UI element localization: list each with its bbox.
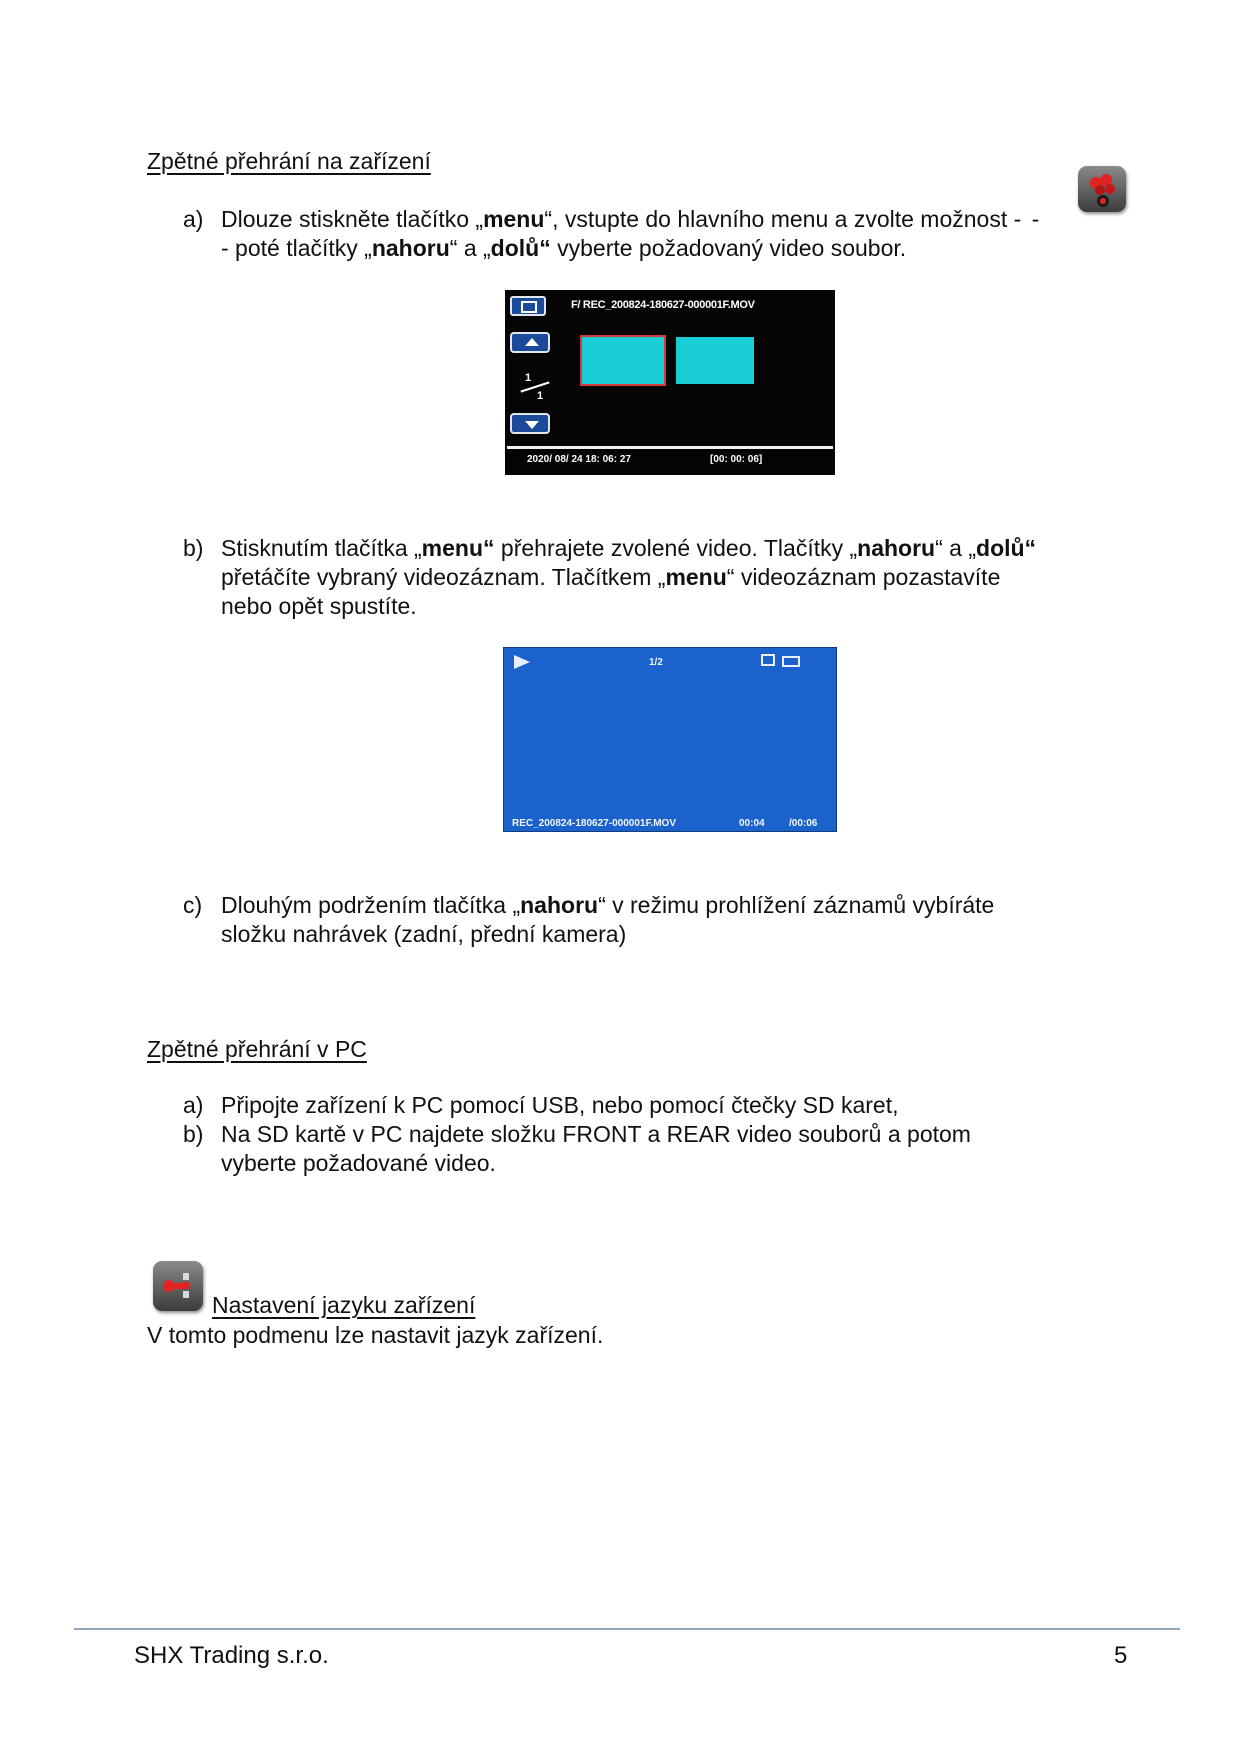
keyword-menu: menu [665, 564, 727, 590]
list-item-b-pc: b) Na SD kartě v PC najdete složku FRONT a REAR video souborů a potom vyberte požadované video. [183, 1121, 971, 1176]
video-thumbnail [676, 337, 754, 384]
playback-time: 00:04 [739, 818, 765, 829]
file-path-title: F/ REC_200824-180627-000001F.MOV [571, 299, 755, 311]
list-item-c-playback: c) Dlouhým podržením tlačítka „nahoru“ v režimu prohlížení záznamů vybíráte složku nahrávek (zadní, přední kamera) [183, 892, 995, 947]
section-heading-playback-pc: Zpětné přehrání v PC [147, 1036, 367, 1062]
page-current: 1 [525, 372, 532, 384]
scroll-down-button [510, 413, 550, 434]
play-icon [514, 655, 530, 669]
recording-duration: [00: 00: 06] [710, 454, 763, 465]
item-label: b) [183, 535, 204, 561]
page-total: 1 [537, 390, 544, 402]
keyword-menu: menu“ [421, 535, 495, 561]
recording-datetime: 2020/ 08/ 24 18: 06: 27 [527, 454, 631, 465]
item-label: a) [183, 206, 204, 232]
item-label: b) [183, 1121, 204, 1147]
list-item-b-playback: b) Stisknutím tlačítka „menu“ přehrajete zvolené video. Tlačítky „nahoru“ a „dolů“ přetáčíte vybraný videozáznam. Tlačítkem „menu“ videozáznam pozastavíte nebo opět spustíte. [183, 535, 1037, 619]
divider [507, 446, 833, 449]
scroll-up-button [510, 332, 550, 353]
list-item-a-playback: a) Dlouze stiskněte tlačítko „menu“, vstupte do hlavního menu a zvolte možnost - - - poté tlačítky „nahoru“ a „dolů“ vyberte požadovaný video soubor. [183, 206, 1042, 261]
keyword-menu: menu [483, 206, 545, 232]
footer-company: SHX Trading s.r.o. [134, 1642, 329, 1669]
section-heading-playback-device: Zpětné přehrání na zařízení [147, 148, 431, 174]
section-heading-language: Nastavení jazyku zařízení [212, 1292, 476, 1318]
video-mode-icon [510, 296, 546, 316]
playback-counter: 1/2 [649, 657, 663, 668]
file-browser-screenshot [505, 290, 835, 475]
keyword-nahoru: nahoru [371, 235, 450, 261]
language-description: V tomto podmenu lze nastavit jazyk zařízení. [147, 1322, 604, 1348]
list-item-a-pc: a) Připojte zařízení k PC pomocí USB, nebo pomocí čtečky SD karet, [183, 1092, 899, 1118]
keyword-dolu: dolů“ [976, 535, 1037, 561]
item-label: c) [183, 892, 203, 918]
page-number: 5 [1114, 1642, 1128, 1669]
dash-text: - - [1013, 206, 1042, 232]
language-menu-icon [153, 1261, 203, 1311]
video-thumbnail-selected [580, 335, 666, 386]
keyword-dolu: dolů“ [490, 235, 551, 261]
playback-filename: REC_200824-180627-000001F.MOV [512, 818, 676, 829]
keyword-nahoru: nahoru [857, 535, 936, 561]
item-label: a) [183, 1092, 204, 1118]
camera-mode-icon [761, 654, 775, 666]
video-playback-screenshot [503, 647, 837, 832]
playback-total: /00:06 [789, 818, 818, 829]
battery-icon [782, 656, 800, 667]
keyword-nahoru: nahoru [520, 892, 599, 918]
footer-divider [74, 1628, 1180, 1630]
